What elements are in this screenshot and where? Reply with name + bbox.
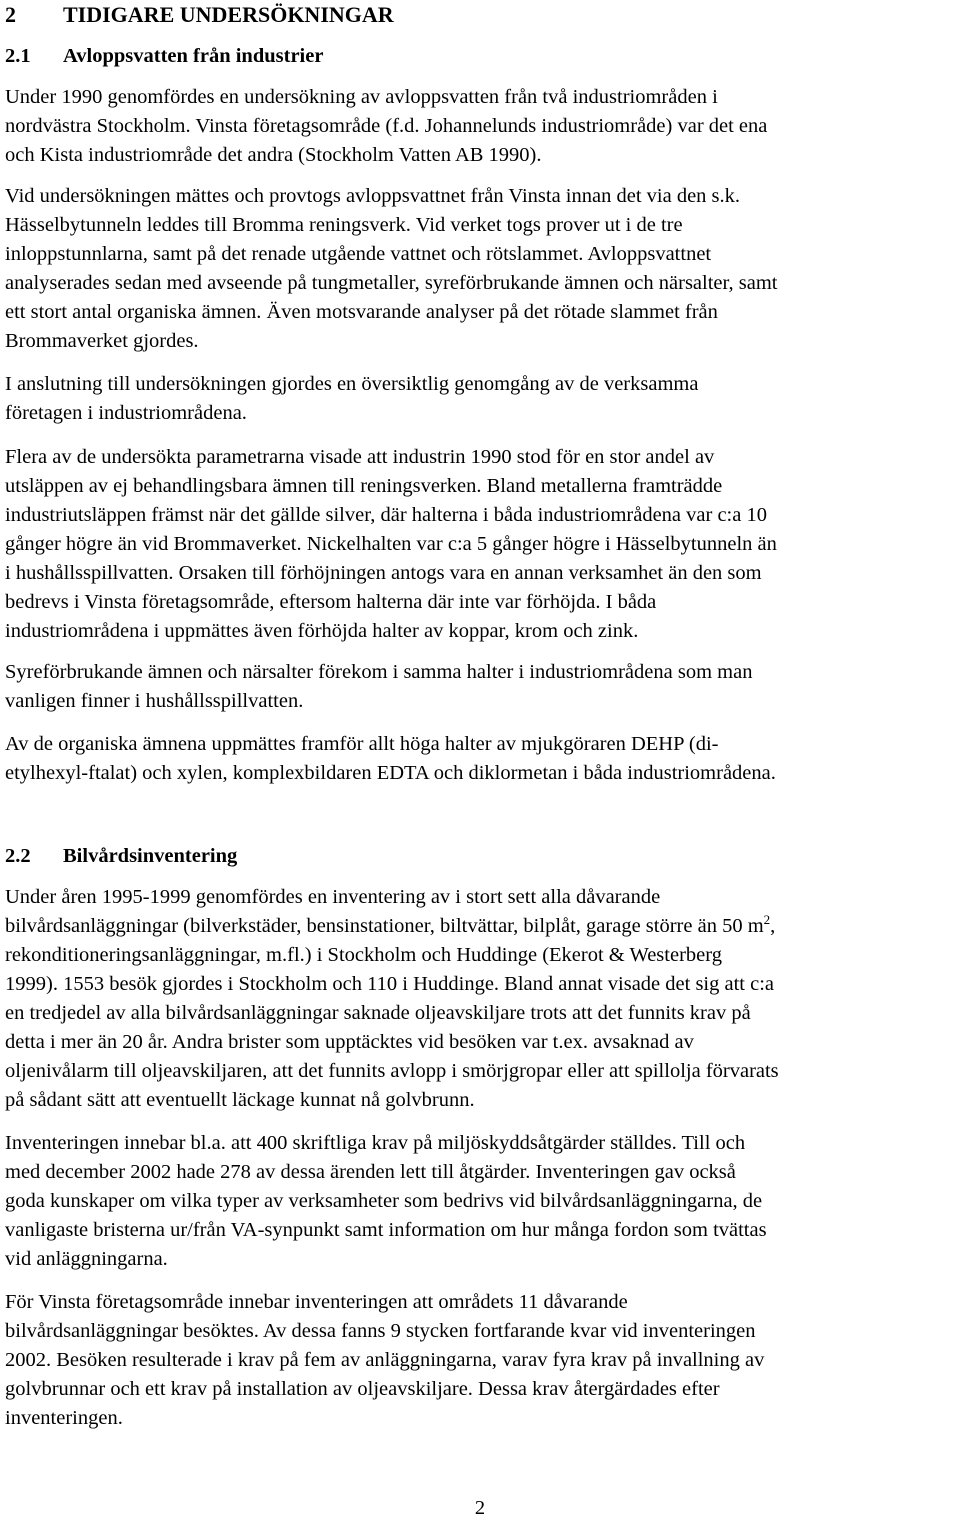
- text-line: bedrevs i Vinsta företagsområde, eftersom halterna där inte var förhöjda. I båda: [5, 591, 657, 613]
- paragraph: [5, 658, 752, 716]
- text-line: oljenivålarm till oljeavskiljaren, att det funnits avlopp i smörjgropar eller att spillolja förvarats: [5, 1060, 779, 1082]
- section-heading-2-2: [5, 843, 237, 869]
- text-line: industriområdena i uppmättes även förhöjda halter av koppar, krom och zink.: [5, 620, 639, 642]
- text-line: bilvårdsanläggningar besöktes. Av dessa fanns 9 stycken fortfarande kvar vid inventeringen: [5, 1320, 756, 1342]
- section-title: Bilvårdsinventering: [63, 845, 238, 867]
- paragraph: [5, 83, 767, 170]
- paragraph: [5, 370, 698, 428]
- text-line: Hässelbytunneln leddes till Bromma reningsverk. Vid verket togs prover ut i de tre: [5, 214, 683, 236]
- text-line: Vid undersökningen mättes och provtogs avloppsvattnet från Vinsta innan det via den s.k.: [5, 185, 741, 207]
- text-line: golvbrunnar och ett krav på installation av oljeavskiljare. Dessa krav återgärdades efter: [5, 1378, 720, 1400]
- section-number: 2.2: [5, 845, 31, 867]
- paragraph: [5, 1129, 767, 1274]
- text-line: Under åren 1995-1999 genomfördes en inventering av i stort sett alla dåvarande: [5, 886, 661, 908]
- text-line: I anslutning till undersökningen gjordes en översiktlig genomgång av de verksamma: [5, 373, 699, 395]
- text-line: företagen i industriområdena.: [5, 402, 247, 424]
- text-line: ett stort antal organiska ämnen. Även motsvarande analyser på det rötade slammet från: [5, 301, 718, 323]
- superscript: 2: [763, 912, 771, 927]
- text-line: goda kunskaper om vilka typer av verksamheter som bedrivs vid bilvårdsanläggningarna, de: [5, 1190, 763, 1212]
- text-line: industriutsläppen främst när det gällde silver, där halterna i båda industriområdena var c:a 10: [5, 504, 767, 526]
- text-line: i hushållsspillvatten. Orsaken till förhöjningen antogs vara en annan verksamhet än den som: [5, 562, 762, 584]
- section-number: 2.1: [5, 45, 31, 67]
- text-line: Av de organiska ämnena uppmättes framför allt höga halter av mjukgöraren DEHP (di-: [5, 733, 719, 755]
- text-line: med december 2002 hade 278 av dessa ärenden lett till åtgärder. Inventeringen gav också: [5, 1161, 736, 1183]
- page-number: 2: [474, 1497, 486, 1519]
- text-line: [5, 912, 779, 941]
- text-line: vid anläggningarna.: [5, 1248, 168, 1270]
- text-line: Syreförbrukande ämnen och närsalter förekom i samma halter i industriområdena som man: [5, 661, 753, 683]
- text-line: nordvästra Stockholm. Vinsta företagsområde (f.d. Johannelunds industriområde) var det ena: [5, 115, 768, 137]
- text-line: etylhexyl-ftalat) och xylen, komplexbildaren EDTA och diklormetan i båda industriområdena.: [5, 762, 776, 784]
- text-line: gånger högre än vid Brommaverket. Nickelhalten var c:a 5 gånger högre i Hässelbytunneln än: [5, 533, 777, 555]
- paragraph: [5, 443, 777, 646]
- text-line: inventeringen.: [5, 1407, 123, 1429]
- section-title: Avloppsvatten från industrier: [63, 45, 324, 67]
- paragraph: [5, 1288, 764, 1433]
- paragraph: [5, 730, 776, 788]
- text-segment: bilvårdsanläggningar (bilverkstäder, bensinstationer, biltvättar, bilplåt, garage större än 50 m: [5, 915, 764, 937]
- text-line: Inventeringen innebar bl.a. att 400 skriftliga krav på miljöskyddsåtgärder ställdes. Till och: [5, 1132, 746, 1154]
- text-line: inloppstunnlarna, samt på det renade utgående vattnet och rötslammet. Avloppsvattnet: [5, 243, 712, 265]
- text-line: Brommaverket gjordes.: [5, 330, 199, 352]
- paragraph: [5, 883, 779, 1115]
- text-line: och Kista industriområde det andra (Stockholm Vatten AB 1990).: [5, 144, 542, 166]
- text-line: på sådant sätt att eventuellt läckage kunnat nå golvbrunn.: [5, 1089, 475, 1111]
- text-line: Flera av de undersökta parametrarna visade att industrin 1990 stod för en stor andel av: [5, 446, 715, 468]
- text-line: vanligen finner i hushållsspillvatten.: [5, 690, 304, 712]
- text-line: För Vinsta företagsområde innebar inventeringen att områdets 11 dåvarande: [5, 1291, 628, 1313]
- paragraph: [5, 182, 777, 356]
- text-line: 2002. Besöken resulterade i krav på fem av anläggningarna, varav fyra krav på invallning av: [5, 1349, 765, 1371]
- chapter-title: TIDIGARE UNDERSÖKNINGAR: [63, 2, 394, 27]
- section-heading-2-1: [5, 43, 323, 69]
- text-line: rekonditioneringsanläggningar, m.fl.) i Stockholm och Huddinge (Ekerot & Westerberg: [5, 944, 722, 966]
- chapter-heading: [5, 2, 394, 28]
- text-line: Under 1990 genomfördes en undersökning av avloppsvatten från två industriområden i: [5, 86, 718, 108]
- text-line: vanligaste bristerna ur/från VA-synpunkt samt information om hur många fordon som tvättas: [5, 1219, 767, 1241]
- text-line: en tredjedel av alla bilvårdsanläggningar saknade oljeavskiljare trots att det funnits krav på: [5, 1002, 751, 1024]
- text-segment: ,: [770, 915, 776, 937]
- chapter-number: 2: [5, 2, 16, 27]
- text-line: utsläppen av ej behandlingsbara ämnen till reningsverken. Bland metallerna framträdde: [5, 475, 723, 497]
- text-line: detta i mer än 20 år. Andra brister som upptäcktes vid besöken var t.ex. avsaknad av: [5, 1031, 694, 1053]
- text-line: 1999). 1553 besök gjordes i Stockholm och 110 i Huddinge. Bland annat visade det sig att c:a: [5, 973, 775, 995]
- text-line: analyserades sedan med avseende på tungmetaller, syreförbrukande ämnen och närsalter, samt: [5, 272, 778, 294]
